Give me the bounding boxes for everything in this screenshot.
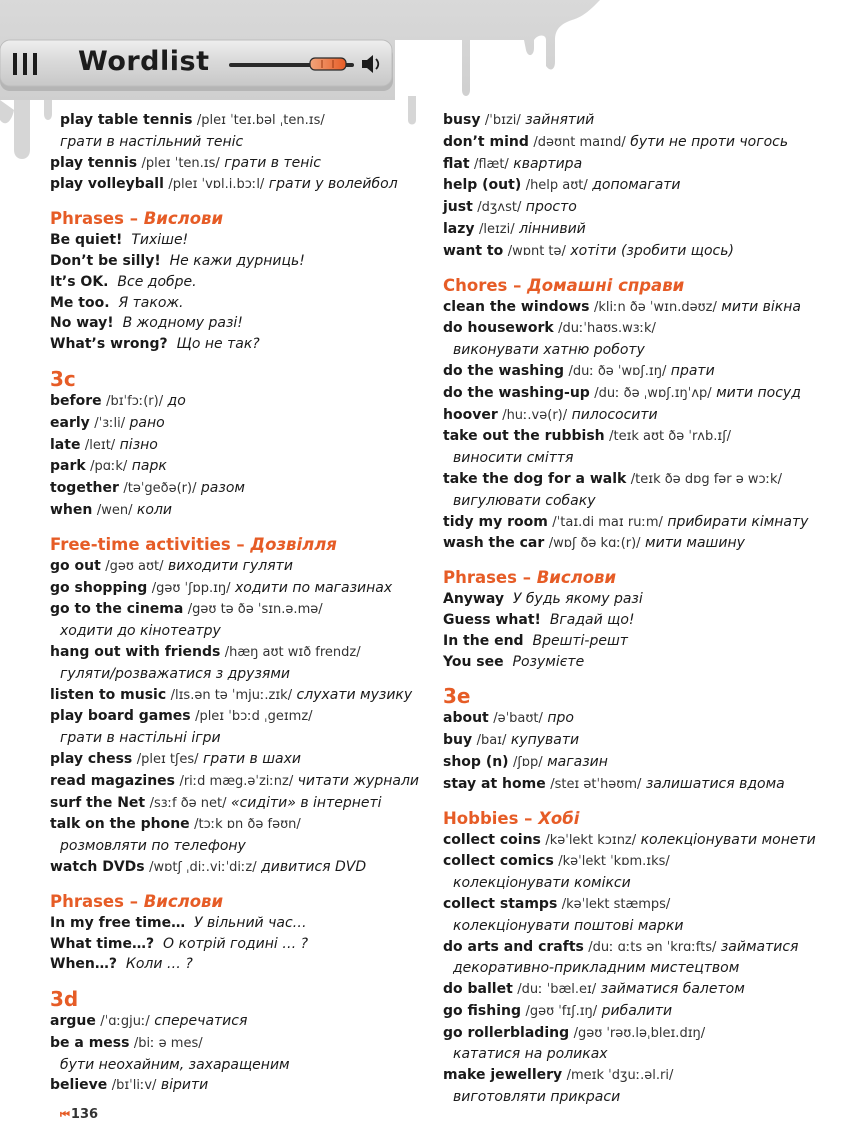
phrase-text: You see [443, 653, 504, 670]
translation: грати в шахи [203, 750, 301, 767]
translation: займатися [720, 938, 799, 955]
left-column [50, 110, 430, 1097]
pronunciation: /wɒnt tə/ [507, 243, 566, 259]
translation: декоративно-прикладним мистецтвом [453, 960, 740, 977]
word-entry [50, 478, 430, 500]
pronunciation: /ˈtaɪ.di maɪ ruːm/ [552, 514, 663, 530]
translation: просто [525, 199, 577, 216]
subheading-ukrainian: Домашні справи [527, 275, 685, 295]
word-entry [50, 599, 430, 621]
translation: мити машину [645, 535, 745, 552]
phrase-entry [50, 913, 430, 934]
pronunciation: /kəˈlekt kɔɪnz/ [545, 832, 637, 848]
word-entry [443, 730, 853, 752]
translation: грати в настільні ігри [60, 730, 221, 747]
word: collect comics [443, 853, 554, 870]
spacer [443, 263, 853, 275]
pronunciation: /huː.və(r)/ [502, 407, 568, 423]
subheading [50, 534, 430, 556]
phrase-text: No way! [50, 315, 114, 332]
phrase-entry [443, 631, 853, 652]
pronunciation: /wɒtʃ ˌdiː.viːˈdiːz/ [149, 859, 257, 875]
previous-icon: ⏮ [60, 1108, 70, 1121]
phrase-entry [443, 589, 853, 610]
translation: сперечатися [154, 1013, 248, 1030]
translation: рано [129, 414, 165, 431]
pronunciation: /bɪˈfɔː(r)/ [106, 393, 164, 409]
word-entry [50, 556, 430, 578]
word: believe [50, 1077, 108, 1094]
pronunciation: /riːd mæg.əˈziːnz/ [179, 773, 294, 789]
spacer [50, 879, 430, 891]
translation: магазин [547, 753, 608, 770]
translation: грати у волейбол [268, 176, 398, 193]
pronunciation: /duː ˈbæl.eɪ/ [517, 982, 597, 998]
word: surf the Net [50, 794, 146, 811]
page-number [60, 1107, 98, 1122]
pronunciation: /flæt/ [473, 156, 509, 172]
word: do arts and crafts [443, 938, 584, 955]
word-entry [50, 706, 430, 728]
translation-line [50, 664, 430, 685]
pronunciation: /gəʊ tə ðə ˈsɪn.ə.mə/ [187, 602, 323, 618]
phrase-entry [50, 334, 430, 355]
phrase-text: It’s OK. [50, 273, 109, 290]
pronunciation: /pleɪ tʃes/ [136, 751, 199, 767]
subheading-ukrainian: Вислови [536, 568, 617, 588]
word-entry [50, 1033, 430, 1055]
word-entry [443, 197, 853, 219]
translation-line [443, 1087, 853, 1108]
translation: зайнятий [525, 112, 595, 128]
phrase-text: What time…? [50, 935, 155, 952]
word-entry [443, 979, 853, 1001]
word-entry [50, 413, 430, 435]
pronunciation: /pɑːk/ [90, 459, 128, 475]
word-entry [50, 110, 430, 132]
translation: прати [670, 362, 715, 379]
translation: Вгадай що! [549, 611, 635, 628]
pronunciation: /ʃɒp/ [513, 754, 543, 770]
word: buy [443, 732, 473, 749]
word-entry [443, 708, 853, 730]
spacer [443, 555, 853, 567]
word: before [50, 392, 102, 409]
translation: Розумієте [512, 653, 585, 670]
phrase-text: Be quiet! [50, 232, 123, 249]
translation: У будь якому разі [512, 591, 643, 608]
translation: дивитися DVD [261, 858, 367, 875]
translation: квартира [513, 155, 583, 172]
word: do the washing-up [443, 384, 590, 401]
subheading-ukrainian: Дозвілля [250, 534, 337, 554]
translation: залишатися вдома [645, 775, 785, 792]
word-entry [50, 685, 430, 707]
word-entry [443, 175, 853, 197]
phrase-entry [50, 230, 430, 251]
translation: Тихіше! [131, 232, 189, 249]
spacer [443, 796, 853, 808]
translation: колекціонувати монети [640, 831, 816, 848]
word: about [443, 710, 489, 727]
translation-line [443, 916, 853, 937]
translation: У вільний час… [193, 914, 307, 931]
word: go rollerblading [443, 1024, 570, 1041]
pronunciation: /pleɪ ˈbɔːd ˌgeɪmz/ [195, 709, 313, 725]
subheading-english: Chores – [443, 275, 528, 295]
phrase-entry [50, 313, 430, 334]
word: shop (n) [443, 753, 509, 770]
subheading [443, 275, 853, 297]
subheading [443, 567, 853, 589]
translation: парк [131, 458, 167, 475]
pronunciation: /hæŋ aʊt wɪð frendz/ [224, 644, 361, 660]
word-entry [443, 110, 853, 132]
word: go shopping [50, 579, 148, 596]
subheading [50, 891, 430, 913]
translation-line [443, 448, 853, 469]
translation: гуляти/розважатися з друзями [60, 665, 290, 682]
subheading-ukrainian: Хобі [538, 808, 580, 828]
right-column [443, 110, 853, 1108]
translation: виходити гуляти [167, 557, 293, 574]
word: when [50, 501, 93, 518]
word-entry [50, 578, 430, 600]
pronunciation: /wɒʃ ðə kɑː(r)/ [548, 536, 641, 552]
word-entry [50, 1011, 430, 1033]
translation-line [50, 621, 430, 642]
pronunciation: /tɔːk ɒn ðə fəʊn/ [194, 817, 301, 833]
word: take the dog for a walk [443, 470, 627, 487]
word-entry [443, 830, 853, 852]
subheading [50, 208, 430, 230]
word-entry [443, 154, 853, 176]
word: early [50, 414, 90, 431]
pronunciation: /gəʊ ˈʃɒp.ɪŋ/ [151, 580, 231, 596]
pronunciation: /ˈbɪzi/ [484, 113, 521, 128]
word: don’t mind [443, 133, 529, 150]
translation-line [443, 958, 853, 979]
pronunciation: /meɪk ˈdʒuː.əl.ri/ [566, 1068, 674, 1084]
translation: Врешті-решт [532, 632, 628, 649]
pronunciation: /duːˈhaʊs.wɜːk/ [558, 321, 656, 337]
phrase-text: Don’t be silly! [50, 252, 161, 269]
word-entry [443, 752, 853, 774]
word: read magazines [50, 772, 175, 789]
phrase-entry [443, 610, 853, 631]
subheading-english: Hobbies – [443, 808, 539, 828]
word: clean the windows [443, 298, 590, 315]
pronunciation: /kliːn ðə ˈwɪn.dəʊz/ [593, 299, 717, 315]
word: collect stamps [443, 895, 558, 912]
phrase-entry [50, 293, 430, 314]
word: park [50, 458, 86, 475]
word: play volleyball [50, 176, 164, 193]
pronunciation: /gəʊ aʊt/ [105, 558, 164, 574]
word-entry [443, 894, 853, 916]
translation: слухати музику [296, 686, 413, 703]
pronunciation: /sɜːf ðə net/ [149, 795, 227, 811]
phrase-text: Anyway [443, 591, 505, 608]
word: do housework [443, 320, 554, 337]
pronunciation: /dəʊnt maɪnd/ [533, 134, 626, 150]
word: late [50, 436, 81, 453]
word: play chess [50, 750, 133, 767]
translation: колекціонувати комікси [453, 875, 631, 892]
word: watch DVDs [50, 858, 145, 875]
section-heading: 3d [50, 987, 79, 1012]
word-entry [443, 533, 853, 555]
translation: О котрій годині … ? [163, 935, 309, 952]
pronunciation: /steɪ ətˈhəʊm/ [550, 776, 642, 792]
translation: пізно [119, 436, 158, 453]
pronunciation: /pleɪ ˈvɒl.i.bɔːl/ [168, 177, 265, 193]
translation: хотіти (зробити щось) [570, 242, 734, 259]
word: help (out) [443, 177, 522, 194]
word-entry [443, 405, 853, 427]
word: go to the cinema [50, 601, 184, 618]
word-entry [443, 469, 853, 491]
phrase-text: In my free time… [50, 914, 186, 931]
word-entry [443, 361, 853, 383]
word-entry [50, 153, 430, 175]
phrase-text: Me too. [50, 294, 110, 311]
translation: Не кажи дурниць! [169, 252, 305, 269]
subheading-english: Phrases – [443, 568, 537, 588]
word-entry [50, 456, 430, 478]
word: make jewellery [443, 1067, 563, 1084]
phrase-entry [443, 652, 853, 673]
translation: Коли … ? [125, 956, 193, 973]
bars-icon [13, 53, 37, 75]
translation-line [443, 340, 853, 361]
word-entry [443, 241, 853, 263]
pronunciation: /duː ðə ˈwɒʃ.ɪŋ/ [568, 363, 667, 379]
word-entry [443, 426, 853, 448]
translation: виконувати хатню роботу [453, 342, 645, 359]
translation: ходити до кінотеатру [60, 623, 221, 640]
word: play tennis [50, 154, 138, 171]
translation: вигулювати собаку [453, 492, 596, 509]
pronunciation: /gəʊ ˈrəʊ.ləˌbleɪ.dɪŋ/ [573, 1025, 706, 1041]
translation: прибирати кімнату [667, 513, 809, 530]
word-entry [50, 174, 430, 196]
word-entry [443, 851, 853, 873]
pronunciation: /bɪˈliːv/ [111, 1078, 157, 1094]
translation: «сидіти» в інтернеті [230, 794, 382, 811]
word: collect coins [443, 831, 541, 848]
pronunciation: /dʒʌst/ [477, 200, 522, 216]
pronunciation: /biː ə mes/ [133, 1035, 203, 1051]
phrase-entry [50, 954, 430, 975]
word: talk on the phone [50, 816, 190, 833]
word-entry [443, 297, 853, 319]
pronunciation: /duː ɑːts ən ˈkrɑːfts/ [588, 939, 717, 955]
subheading-ukrainian: Вислови [143, 209, 224, 229]
phrase-text: What’s wrong? [50, 336, 168, 353]
word: listen to music [50, 686, 167, 703]
translation: Що не так? [176, 336, 260, 353]
pronunciation: /ˈɜːli/ [94, 415, 126, 431]
word-entry [50, 771, 430, 793]
translation: бути неохайним, захаращеним [60, 1056, 290, 1073]
subheading [443, 808, 853, 830]
translation: ліннивий [519, 220, 586, 237]
translation: коли [136, 501, 172, 518]
subheading-ukrainian: Вислови [143, 891, 224, 911]
word-entry [443, 1001, 853, 1023]
translation: грати в настільний теніс [60, 133, 244, 150]
word-entry [50, 857, 430, 879]
pronunciation: /help aʊt/ [525, 178, 588, 194]
word: play table tennis [60, 112, 193, 128]
word-entry [443, 132, 853, 154]
section-heading: 3e [443, 684, 471, 709]
word: together [50, 480, 119, 497]
translation: рибалити [601, 1002, 673, 1019]
word-entry [443, 383, 853, 405]
phrase-entry [50, 272, 430, 293]
word: argue [50, 1013, 96, 1030]
translation-line [443, 491, 853, 512]
translation: В жодному разі! [122, 315, 243, 332]
pronunciation: /kəˈlekt stæmps/ [561, 896, 671, 912]
translation: займатися балетом [600, 981, 745, 998]
wordlist-title: Wordlist [78, 46, 210, 77]
pronunciation: /leɪzi/ [478, 221, 515, 237]
pronunciation: /kəˈlekt ˈkɒm.ɪks/ [558, 854, 670, 870]
drip-left [14, 100, 30, 159]
spacer [443, 672, 853, 684]
translation: виносити сміття [453, 450, 574, 467]
word: just [443, 199, 473, 216]
word-entry [443, 937, 853, 959]
translation: допомагати [592, 177, 681, 194]
word-entry [443, 1065, 853, 1087]
word-entry [443, 512, 853, 534]
translation: кататися на роликах [453, 1046, 608, 1063]
word: wash the car [443, 535, 545, 552]
pronunciation: /wen/ [96, 502, 133, 518]
word: tidy my room [443, 513, 548, 530]
translation: пилососити [571, 406, 658, 423]
word: flat [443, 155, 470, 172]
word: busy [443, 112, 481, 128]
translation-line [443, 873, 853, 894]
pronunciation: /gəʊ ˈfɪʃ.ɪŋ/ [525, 1003, 598, 1019]
translation-line [50, 836, 430, 857]
pronunciation: /ˈɑːgjuː/ [100, 1014, 150, 1030]
translation: грати в теніс [224, 154, 321, 171]
phrase-text: Guess what! [443, 611, 541, 628]
translation: читати журнали [297, 772, 420, 789]
spacer [50, 355, 430, 367]
word-entry [50, 642, 430, 664]
pronunciation: /duː ðə ˌwɒʃ.ɪŋˈʌp/ [594, 385, 712, 401]
translation-line [443, 1044, 853, 1065]
translation: купувати [510, 732, 580, 749]
word: go out [50, 557, 101, 574]
translation: розмовляти по телефону [60, 838, 246, 855]
translation: мити вікна [721, 298, 801, 315]
word-entry [443, 774, 853, 796]
page-number-value: 136 [70, 1107, 99, 1122]
word: go fishing [443, 1002, 521, 1019]
word-entry [443, 219, 853, 241]
subheading-english: Free-time activities – [50, 534, 251, 554]
translation: виготовляти прикраси [453, 1089, 621, 1106]
translation: вірити [160, 1077, 209, 1094]
word: lazy [443, 220, 475, 237]
pronunciation: /pleɪ ˈten.ɪs/ [141, 155, 220, 171]
phrase-text: When…? [50, 956, 117, 973]
translation: до [167, 392, 186, 409]
pronunciation: /təˈgeðə(r)/ [123, 481, 197, 497]
pronunciation: /teɪk ðə dɒg fər ə wɔːk/ [630, 471, 782, 487]
word: take out the rubbish [443, 428, 605, 445]
phrase-entry [50, 251, 430, 272]
translation: про [547, 710, 574, 727]
translation: Я також. [118, 294, 184, 311]
word-entry [50, 749, 430, 771]
translation-line [50, 728, 430, 749]
word-entry [50, 391, 430, 413]
subheading-english: Phrases – [50, 209, 144, 229]
pronunciation: /leɪt/ [84, 437, 116, 453]
translation: ходити по магазинах [235, 579, 393, 596]
pronunciation: /pleɪ ˈteɪ.bəl ˌten.ɪs/ [196, 113, 325, 128]
drip-left-2 [0, 100, 14, 123]
word-entry [443, 1023, 853, 1045]
translation: бути не проти чогось [630, 133, 789, 150]
word-entry [50, 1075, 430, 1097]
word: play board games [50, 708, 191, 725]
pronunciation: /lɪs.ən tə ˈmjuː.zɪk/ [170, 687, 293, 703]
spacer [50, 196, 430, 208]
pronunciation: /əˈbaʊt/ [493, 711, 543, 727]
word-entry [50, 500, 430, 522]
word: be a mess [50, 1034, 130, 1051]
translation: разом [200, 480, 245, 497]
translation: колекціонувати поштові марки [453, 917, 684, 934]
word: do ballet [443, 981, 513, 998]
translation-line [50, 1055, 430, 1076]
word: hoover [443, 406, 498, 423]
spacer [50, 522, 430, 534]
translation: мити посуд [716, 384, 801, 401]
translation-line [50, 132, 430, 153]
word: stay at home [443, 775, 546, 792]
word-entry [50, 435, 430, 457]
word: do the washing [443, 362, 565, 379]
translation: Все добре. [117, 273, 197, 290]
phrase-text: In the end [443, 632, 524, 649]
pronunciation: /baɪ/ [476, 733, 507, 749]
subheading-english: Phrases – [50, 891, 144, 911]
pronunciation: /teɪk aʊt ðə ˈrʌb.ɪʃ/ [609, 429, 731, 445]
word: want to [443, 242, 504, 259]
word-entry [50, 814, 430, 836]
phrase-entry [50, 934, 430, 955]
word-entry [443, 318, 853, 340]
spacer [50, 975, 430, 987]
section-heading: 3c [50, 366, 76, 391]
word: hang out with friends [50, 643, 221, 660]
word-entry [50, 793, 430, 815]
